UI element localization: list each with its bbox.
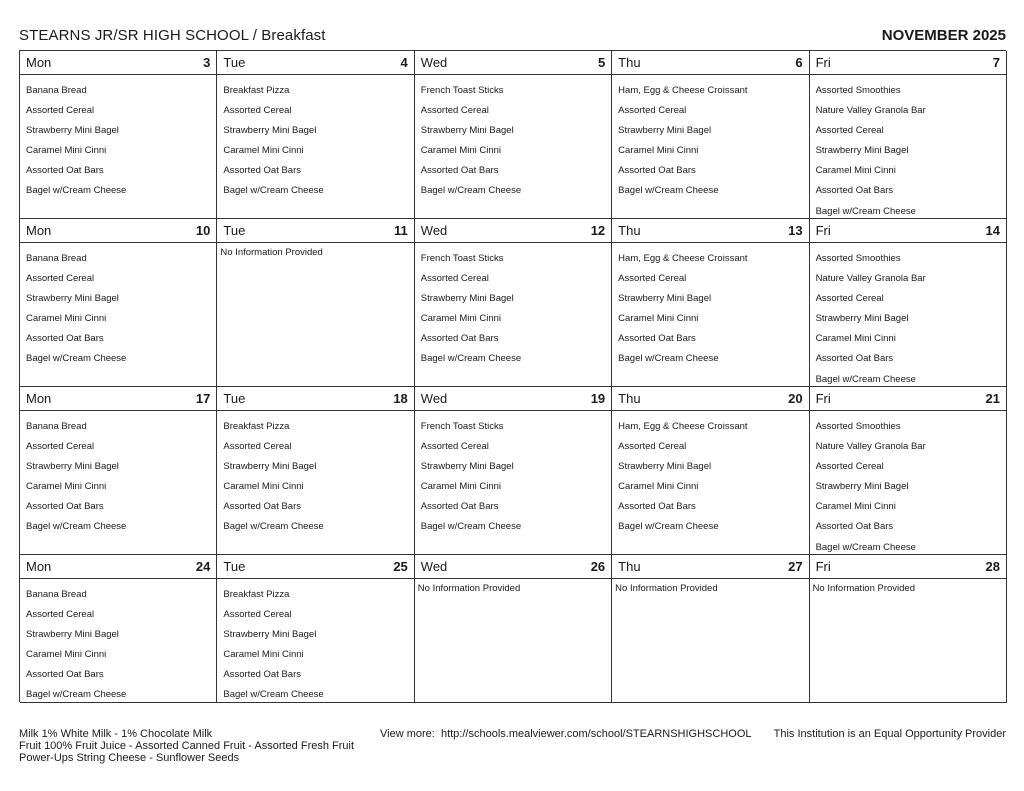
day-name: Mon [26, 559, 52, 574]
menu-item: Caramel Mini Cinni [223, 481, 304, 493]
day-number: 21 [985, 391, 1000, 406]
menu-item: Strawberry Mini Bagel [26, 293, 119, 305]
menu-item: Caramel Mini Cinni [26, 313, 107, 325]
menu-item: Caramel Mini Cinni [815, 333, 896, 345]
menu-item: Bagel w/Cream Cheese [815, 373, 916, 385]
view-more-link[interactable]: http://schools.mealviewer.com/school/STEARNSHIGHSCHOOL [440, 728, 752, 740]
menu-item: Assorted Cereal [815, 293, 884, 305]
menu-item: Caramel Mini Cinni [223, 145, 304, 157]
menu-item: Assorted Oat Bars [223, 669, 302, 681]
day-cell [20, 387, 217, 555]
menu-item: Assorted Oat Bars [420, 501, 499, 513]
menu-item: Banana Bread [26, 85, 87, 96]
menu-item: Breakfast Pizza [223, 421, 290, 432]
menu-item: Strawberry Mini Bagel [223, 125, 317, 137]
menu-item: Assorted Smoothies [815, 421, 901, 432]
day-cell [612, 555, 809, 703]
menu-item: Strawberry Mini Bagel [618, 461, 712, 473]
menu-item: Assorted Oat Bars [26, 165, 104, 177]
menu-item: Strawberry Mini Bagel [815, 481, 909, 493]
day-header [415, 51, 611, 75]
menu-item: Banana Bread [26, 253, 87, 264]
day-cell [810, 555, 1007, 703]
day-header [810, 387, 1006, 411]
day-cell [217, 555, 414, 703]
menu-item: Assorted Smoothies [815, 85, 901, 96]
menu-item: Bagel w/Cream Cheese [618, 185, 719, 197]
menu-item: Bagel w/Cream Cheese [420, 185, 522, 197]
day-number: 6 [795, 55, 803, 70]
day-cell [20, 51, 217, 219]
menu-item: Assorted Oat Bars [815, 521, 894, 533]
menu-item-list [20, 411, 216, 538]
day-header [415, 555, 611, 579]
day-number: 17 [195, 391, 211, 406]
day-number: 10 [195, 223, 211, 238]
menu-item: French Toast Sticks [420, 421, 504, 432]
powerups-value: String Cheese - Sunflower Seeds [76, 752, 240, 764]
day-name: Fri [815, 55, 831, 70]
day-cell [612, 51, 809, 219]
menu-item: Caramel Mini Cinni [420, 145, 502, 157]
menu-item: Assorted Oat Bars [26, 333, 104, 345]
page-title: STEARNS JR/SR HIGH SCHOOL / Breakfast [19, 27, 326, 44]
menu-item: Banana Bread [26, 589, 87, 600]
menu-item: Caramel Mini Cinni [420, 313, 502, 325]
calendar-week [20, 387, 1006, 555]
day-number: 26 [590, 559, 606, 574]
menu-item: Caramel Mini Cinni [618, 313, 699, 325]
no-information-note: No Information Provided [220, 247, 323, 258]
milk-value: 1% White Milk - 1% Chocolate Milk [41, 728, 213, 740]
day-cell [810, 387, 1007, 555]
menu-item: Caramel Mini Cinni [618, 481, 699, 493]
day-header [217, 387, 413, 411]
menu-item: Assorted Cereal [420, 273, 489, 285]
menu-item: Assorted Cereal [815, 461, 884, 473]
menu-item-list [612, 243, 808, 370]
day-number: 18 [393, 391, 408, 406]
menu-item: Caramel Mini Cinni [815, 165, 896, 177]
menu-item: Caramel Mini Cinni [26, 649, 107, 661]
menu-item-list [20, 75, 216, 202]
menu-item: Assorted Oat Bars [815, 185, 894, 197]
day-name: Wed [420, 223, 448, 238]
menu-item-list [810, 411, 1006, 558]
day-name: Mon [26, 55, 52, 70]
day-number: 24 [195, 559, 211, 574]
menu-item: Assorted Smoothies [815, 253, 901, 264]
no-information-note: No Information Provided [812, 583, 916, 594]
day-cell [415, 219, 612, 387]
menu-item: Bagel w/Cream Cheese [815, 205, 916, 217]
menu-item: Bagel w/Cream Cheese [223, 185, 324, 197]
menu-item: Strawberry Mini Bagel [26, 125, 119, 137]
menu-item: Banana Bread [26, 421, 87, 432]
day-header [217, 219, 413, 243]
menu-item: Assorted Cereal [26, 273, 95, 285]
month-title: NOVEMBER 2025 [881, 27, 1006, 44]
day-number: 14 [985, 223, 1000, 238]
menu-item: Assorted Cereal [26, 609, 95, 621]
day-number: 19 [590, 391, 606, 406]
menu-item: Assorted Cereal [26, 105, 95, 117]
view-more-label: View more: [380, 728, 435, 740]
menu-item-list [810, 243, 1006, 390]
menu-item: Assorted Cereal [26, 441, 95, 453]
no-information-note: No Information Provided [417, 583, 521, 594]
day-header [20, 555, 216, 579]
menu-item: Bagel w/Cream Cheese [815, 541, 916, 553]
menu-item: Assorted Cereal [420, 105, 489, 117]
menu-item: Bagel w/Cream Cheese [26, 521, 127, 533]
menu-item: Strawberry Mini Bagel [420, 125, 514, 137]
day-number: 4 [400, 55, 408, 70]
day-number: 12 [590, 223, 606, 238]
no-information-note: No Information Provided [615, 583, 718, 594]
day-number: 7 [992, 55, 1000, 70]
day-number: 13 [788, 223, 803, 238]
day-name: Wed [420, 391, 448, 406]
menu-item: Assorted Oat Bars [26, 501, 104, 513]
menu-item: Assorted Cereal [223, 105, 292, 117]
day-number: 27 [788, 559, 803, 574]
day-name: Thu [618, 55, 641, 70]
menu-item: Caramel Mini Cinni [420, 481, 502, 493]
day-header [810, 219, 1006, 243]
menu-item: Caramel Mini Cinni [618, 145, 699, 157]
menu-item: Bagel w/Cream Cheese [420, 521, 522, 533]
menu-item: Assorted Oat Bars [815, 353, 894, 365]
menu-item: Strawberry Mini Bagel [618, 125, 712, 137]
menu-item: Assorted Oat Bars [223, 501, 302, 513]
menu-item: Ham, Egg & Cheese Croissant [618, 421, 748, 432]
menu-item: Assorted Cereal [618, 105, 687, 117]
day-header [612, 219, 808, 243]
day-header [810, 555, 1006, 579]
fruit-label: Fruit [19, 740, 41, 752]
milk-label: Milk [19, 728, 39, 740]
calendar-week [20, 51, 1006, 219]
day-number: 20 [788, 391, 803, 406]
menu-item: Assorted Cereal [223, 609, 292, 621]
calendar-week [20, 555, 1006, 703]
footer-powerups-line [19, 752, 354, 764]
menu-item-list [20, 243, 216, 370]
menu-item: Assorted Cereal [420, 441, 489, 453]
menu-item: Bagel w/Cream Cheese [26, 353, 127, 365]
menu-item: Assorted Oat Bars [223, 165, 302, 177]
calendar-week [20, 219, 1006, 387]
day-name: Thu [618, 559, 641, 574]
menu-item: Strawberry Mini Bagel [618, 293, 712, 305]
menu-item: Assorted Oat Bars [420, 165, 499, 177]
footer-fruit-line [19, 740, 354, 752]
day-header [810, 51, 1006, 75]
menu-item: Strawberry Mini Bagel [420, 293, 514, 305]
menu-item-list [810, 75, 1006, 222]
day-cell [20, 555, 217, 703]
day-cell [612, 387, 809, 555]
day-header [612, 51, 808, 75]
day-cell [20, 219, 217, 387]
day-header [20, 51, 216, 75]
menu-item: Strawberry Mini Bagel [420, 461, 514, 473]
menu-item: Ham, Egg & Cheese Croissant [618, 253, 748, 264]
footer-milk-line [19, 728, 354, 740]
day-cell [415, 51, 612, 219]
day-name: Tue [223, 55, 246, 70]
day-header [20, 219, 216, 243]
menu-item: Strawberry Mini Bagel [815, 145, 909, 157]
menu-item: Bagel w/Cream Cheese [223, 689, 324, 701]
menu-item: Strawberry Mini Bagel [26, 461, 119, 473]
day-name: Tue [223, 391, 246, 406]
menu-item: Nature Valley Granola Bar [815, 441, 926, 453]
day-number: 11 [394, 223, 408, 238]
day-cell [612, 219, 809, 387]
fruit-value: 100% Fruit Juice - Assorted Canned Fruit - Assorted Fresh Fruit [44, 740, 355, 752]
menu-item: Breakfast Pizza [223, 589, 290, 600]
day-cell [810, 51, 1007, 219]
day-number: 25 [393, 559, 408, 574]
menu-item-list [20, 579, 216, 706]
equal-opportunity-statement: This Institution is an Equal Opportunity Provider [773, 728, 1006, 740]
powerups-label: Power-Ups [19, 752, 74, 764]
day-name: Fri [815, 223, 831, 238]
day-name: Mon [26, 223, 52, 238]
day-number: 28 [985, 559, 1000, 574]
menu-item-list [217, 75, 413, 202]
day-name: Tue [223, 223, 246, 238]
menu-item: Ham, Egg & Cheese Croissant [618, 85, 748, 96]
menu-item: Caramel Mini Cinni [815, 501, 896, 513]
menu-item: Strawberry Mini Bagel [26, 629, 119, 641]
menu-item: Strawberry Mini Bagel [815, 313, 909, 325]
day-cell [810, 219, 1007, 387]
menu-item-list [415, 75, 611, 202]
menu-item: French Toast Sticks [420, 85, 504, 96]
menu-item-list [612, 75, 808, 202]
menu-item: Assorted Cereal [618, 441, 687, 453]
menu-item: Caramel Mini Cinni [26, 145, 107, 157]
menu-item: Nature Valley Granola Bar [815, 273, 926, 285]
day-header [612, 387, 808, 411]
menu-item: Assorted Oat Bars [26, 669, 104, 681]
day-header [217, 555, 413, 579]
menu-item: Bagel w/Cream Cheese [420, 353, 522, 365]
menu-item: Breakfast Pizza [223, 85, 290, 96]
menu-item: Assorted Cereal [618, 273, 687, 285]
menu-item-list [217, 579, 413, 706]
menu-item: Strawberry Mini Bagel [223, 461, 317, 473]
day-name: Wed [420, 55, 448, 70]
menu-item: Bagel w/Cream Cheese [618, 521, 719, 533]
day-name: Tue [223, 559, 246, 574]
day-number: 3 [203, 55, 211, 70]
menu-item: French Toast Sticks [420, 253, 504, 264]
menu-item: Assorted Cereal [815, 125, 884, 137]
menu-item-list [612, 411, 808, 538]
menu-item: Bagel w/Cream Cheese [223, 521, 324, 533]
menu-item: Assorted Oat Bars [618, 501, 696, 513]
menu-item: Assorted Oat Bars [618, 165, 696, 177]
menu-item: Assorted Oat Bars [618, 333, 696, 345]
menu-item: Bagel w/Cream Cheese [618, 353, 719, 365]
day-header [217, 51, 413, 75]
footer-notes [19, 728, 354, 764]
menu-item: Assorted Oat Bars [420, 333, 499, 345]
menu-item-list [217, 411, 413, 538]
day-header [415, 219, 611, 243]
day-cell [217, 219, 414, 387]
menu-item: Nature Valley Granola Bar [815, 105, 926, 117]
menu-item: Caramel Mini Cinni [26, 481, 107, 493]
day-cell [415, 555, 612, 703]
menu-calendar [19, 50, 1006, 702]
day-name: Thu [618, 391, 641, 406]
menu-item: Caramel Mini Cinni [223, 649, 304, 661]
menu-item: Strawberry Mini Bagel [223, 629, 317, 641]
menu-item-list [415, 243, 611, 370]
day-header [612, 555, 808, 579]
day-cell [415, 387, 612, 555]
day-name: Thu [618, 223, 641, 238]
day-name: Fri [815, 391, 831, 406]
day-name: Mon [26, 391, 52, 406]
day-number: 5 [597, 55, 606, 70]
menu-item-list [415, 411, 611, 538]
day-header [415, 387, 611, 411]
menu-item: Bagel w/Cream Cheese [26, 185, 127, 197]
day-header [20, 387, 216, 411]
day-name: Wed [420, 559, 448, 574]
day-cell [217, 51, 414, 219]
menu-item: Bagel w/Cream Cheese [26, 689, 127, 701]
menu-item: Assorted Cereal [223, 441, 292, 453]
footer-view-more [380, 728, 752, 740]
day-name: Fri [815, 559, 831, 574]
day-cell [217, 387, 414, 555]
